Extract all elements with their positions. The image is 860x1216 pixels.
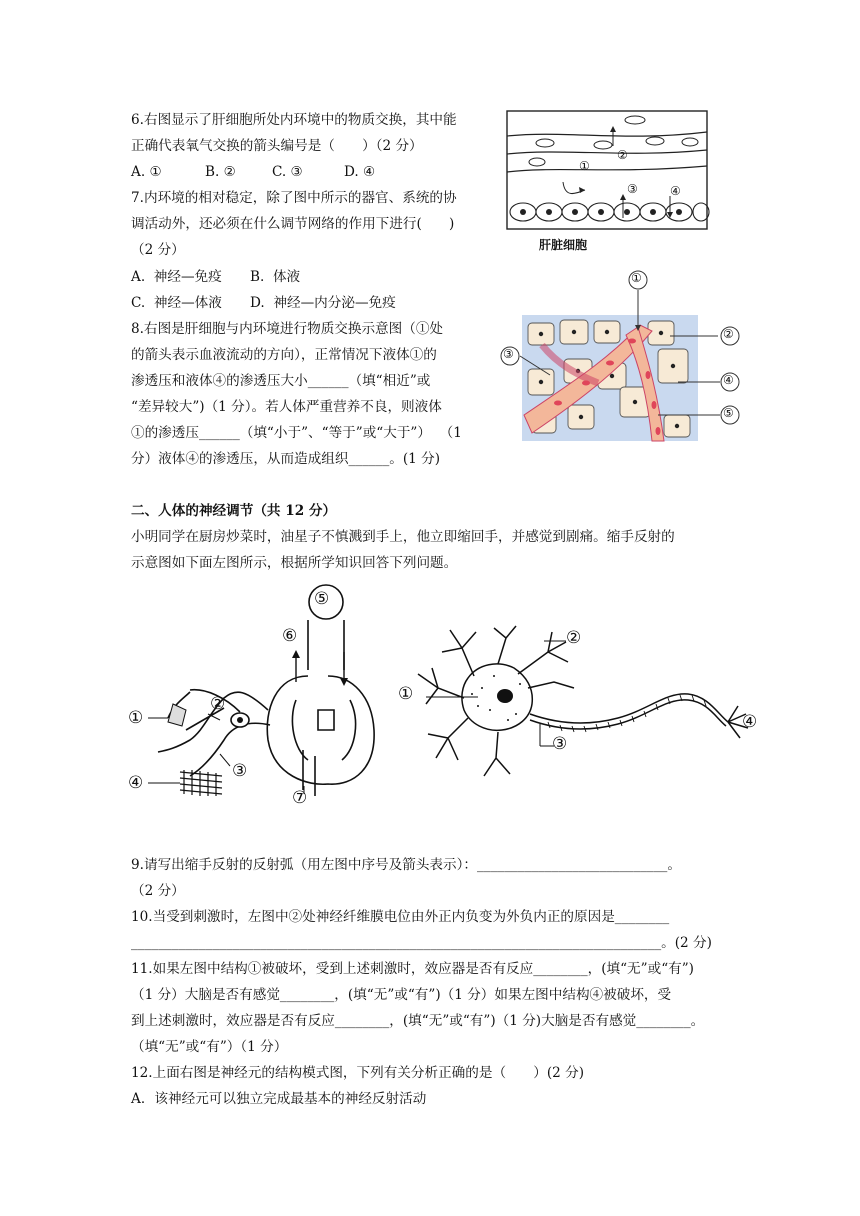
fig3-label-6: ⑥ (282, 626, 298, 646)
fig4-label-4: ④ (742, 712, 758, 732)
fig1-label-1: ① (579, 159, 590, 173)
q11-line-4: （填“无”或“有”）（1 分） (131, 1039, 288, 1055)
section-intro-2: 示意图如下面左图所示，根据所学知识回答下列问题。 (131, 555, 458, 571)
reflex-arc-figure (128, 580, 388, 820)
fig4-label-3: ③ (552, 734, 568, 754)
fig3-label-3: ③ (232, 761, 248, 781)
q10-line-1: 10.当受到刺激时，左图中②处神经纤维膜电位由外正内负变为外负内正的原因是________ (131, 909, 670, 925)
q6-option-a: A. ① (131, 164, 162, 180)
q8-line-6: 分）液体④的渗透压，从而造成组织______。(1 分) (131, 451, 441, 467)
q7-line-2: 调活动外，还必须在什么调节网络的作用下进行( ) (131, 216, 455, 232)
q12-option-a: A．该神经元可以独立完成最基本的神经反射活动 (131, 1091, 427, 1107)
q11-line-3: 到上述刺激时，效应器是否有反应________，(填“无”或“有”)（1 分)大脑是否有感觉________。 (131, 1013, 705, 1029)
q9-line-1: 9.请写出缩手反射的反射弧（用左图中序号及箭头表示）：____________________________。 (131, 857, 681, 873)
fig3-label-5: ⑤ (314, 589, 330, 609)
exchange-figure (498, 265, 743, 445)
q6-option-c: C. ③ (272, 164, 303, 180)
q7-line-1: 7.内环境的相对稳定，除了图中所示的器官、系统的协 (131, 190, 457, 206)
q7-option-c: C. 神经—体液 (131, 295, 222, 311)
section-heading: 二、人体的神经调节（共 12 分） (131, 503, 337, 519)
q8-line-4: “差异较大”)（1 分）。若人体严重营养不良，则液体 (131, 399, 442, 415)
fig2-label-2: ② (723, 327, 734, 341)
q7-option-b: B. 体液 (250, 269, 301, 285)
q8-line-5: ①的渗透压______（填“小于”、“等于”或“大于”） （1 (131, 425, 462, 441)
exchange-diagram (498, 265, 743, 445)
liver-cell-figure (505, 108, 710, 260)
fig2-label-1: ① (631, 271, 642, 285)
fig1-label-2: ② (617, 148, 628, 162)
fig1-label-4: ④ (670, 184, 681, 198)
fig3-label-7: ⑦ (292, 788, 308, 808)
q8-line-3: 渗透压和液体④的渗透压大小______（填“相近”或 (131, 373, 431, 389)
q6-option-d: D. ④ (344, 164, 376, 180)
q7-option-a: A. 神经—免疫 (131, 269, 222, 285)
q7-line-3: （2 分） (131, 242, 185, 258)
fig3-label-1: ① (128, 708, 144, 728)
section-intro-1: 小明同学在厨房炒菜时，油星子不慎溅到手上，他立即缩回手，并感觉到剧痛。缩手反射的 (131, 529, 675, 545)
q11-line-2: （1 分）大脑是否有感觉________，(填“无”或“有”)（1 分）如果左图中结构④被破坏，受 (131, 987, 672, 1003)
q6-line-1: 6.右图显示了肝细胞所处内环境中的物质交换，其中能 (131, 112, 457, 128)
q10-line-2: ______________________________________________________________________________。(2 分) (131, 935, 712, 951)
q6-option-b: B. ② (205, 164, 236, 180)
neuron-diagram (398, 618, 768, 788)
fig2-label-3: ③ (503, 347, 514, 361)
q12-line-1: 12.上面右图是神经元的结构模式图，下列有关分析正确的是（ ）(2 分) (131, 1065, 585, 1081)
q11-line-1: 11.如果左图中结构①被破坏，受到上述刺激时，效应器是否有反应________，(填“无”或“有”) (131, 961, 694, 977)
fig4-label-2: ② (566, 628, 582, 648)
q6-line-2: 正确代表氧气交换的箭头编号是（ ）（2 分） (131, 138, 423, 154)
fig3-label-2: ② (210, 694, 226, 714)
q9-line-2: （2 分） (131, 883, 185, 899)
fig2-label-5: ⑤ (723, 406, 734, 420)
reflex-arc-diagram (128, 580, 388, 820)
fig4-label-1: ① (398, 684, 414, 704)
fig1-label-3: ③ (627, 182, 638, 196)
neuron-figure (398, 618, 768, 788)
fig1-caption: 肝脏细胞 (539, 238, 588, 252)
fig3-label-4: ④ (128, 773, 144, 793)
q8-line-1: 8.右图是肝细胞与内环境进行物质交换示意图（①处 (131, 321, 444, 337)
q8-line-2: 的箭头表示血液流动的方向），正常情况下液体①的 (131, 347, 437, 363)
q7-option-d: D. 神经—内分泌—免疫 (250, 295, 396, 311)
fig2-label-4: ④ (723, 373, 734, 387)
